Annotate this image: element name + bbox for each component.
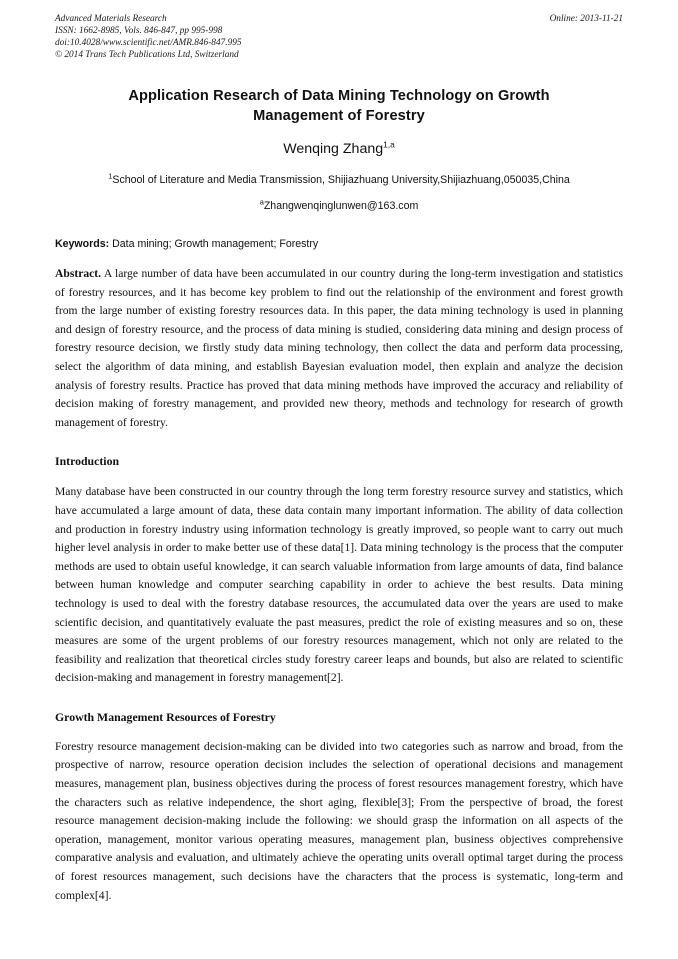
affiliation-marker: 1: [108, 171, 113, 181]
page-title: Application Research of Data Mining Technology on Growth Management of Forestry: [128, 88, 550, 124]
author-affiliation-markers: 1,a: [383, 139, 395, 150]
section-heading: Growth Management Resources of Forestry: [55, 709, 276, 724]
section-paragraph: Many database have been constructed in our country through the long term forestry resource survey and statistics, which have accumulated a large amount of data, these data contain many important information. The ability of data collection and production in forestry industry using information technology is greatly improved, so people want to carry out much higher level analysis in order to make better use of these data[1]. Data mining technology is the process that the computer methods are used to obtain useful knowledge, it can search valuable information from large amounts of data, find balance between human knowledge and computer searching capability in order to achieve the best results. Data mining technology is used to deal with the forestry database resources, the accumulated data over the years are used to make scientific decision, and quantitatively evaluate the past measures, predict the role of existing measures and so on, these measures are some of the urgent problems of our forestry resources management, which not only are related to the feasibility and realization that theoretical circles study forestry career leaps and bounds, but also are related to scientific decision-making and management in forestry management[2].: [55, 485, 623, 685]
online-publication-date: Online: 2013-11-21: [549, 14, 623, 24]
journal-name: Advanced Materials Research: [55, 14, 167, 24]
journal-doi-line: doi:10.4028/www.scientific.net/AMR.846-847.995: [55, 37, 242, 48]
author-email-line: [55, 197, 623, 212]
author-line: [55, 141, 623, 157]
abstract-label: Abstract.: [55, 267, 102, 280]
keywords-line: [55, 238, 623, 250]
journal-header: [55, 14, 623, 66]
affiliation-line: [55, 171, 623, 186]
section-introduction: [55, 453, 623, 688]
abstract-text: A large number of data have been accumulated in our country during the long-term investigation and statistics of forestry resources, and it has become key problem to find out the relationship of the environment and forest growth from the large number of existing forestry resources data. In this paper, the data mining technology is used in planning and design of forestry resource, and the process of data mining is studied, considering data mining and design process of forestry resource decision, we firstly study data mining technology, then collect the data and perform data processing, select the algorithm of data mining, and establish Bayesian evaluation model, then explain and analyze the decision analysis of forestry results. Practice has proved that data mining methods have improved the accuracy and reliability of decision making of forestry management, and provided new theory, methods and technology for research of growth management of forestry.: [55, 267, 623, 429]
abstract-block: [55, 265, 623, 432]
journal-issn-line: ISSN: 1662-8985, Vols. 846-847, pp 995-998: [55, 25, 223, 36]
journal-header-left: [55, 14, 485, 62]
title-block: [55, 86, 623, 126]
author-email: Zhangwenqinglunwen@163.com: [263, 200, 419, 212]
affiliation-text: School of Literature and Media Transmission, Shijiazhuang University,Shijiazhuang,050035,China: [112, 174, 570, 186]
email-marker: a: [259, 197, 264, 207]
section-growth-management-resources-of-forestry: [55, 709, 623, 905]
author-name: Wenqing Zhang: [283, 141, 384, 157]
keywords-label: Keywords:: [55, 238, 110, 250]
journal-copyright-line: © 2014 Trans Tech Publications Ltd, Switzerland: [55, 49, 239, 60]
section-heading: Introduction: [55, 454, 120, 469]
section-paragraph: Forestry resource management decision-making can be divided into two categories such as narrow and broad, from the prospective of narrow, resource operation decision includes the selection of operational decisions and management measures, management plan, business objectives during the process of forest resources management forestry, which have the characters such as relative independence, the short aging, flexible[3]; From the perspective of broad, the forest resource management decision-making include the following: we should grasp the information on all aspects of the operation, management, monitor various operating measures, management plan, business objectives comprehensive comparative analysis and evaluation, and ultimately achieve the operating units overall optimal target during the process of forest resources management, such decisions have the characters that the process is systematic, long-term and complex[4].: [55, 739, 623, 902]
keywords-value: Data mining; Growth management; Forestry: [112, 238, 319, 250]
